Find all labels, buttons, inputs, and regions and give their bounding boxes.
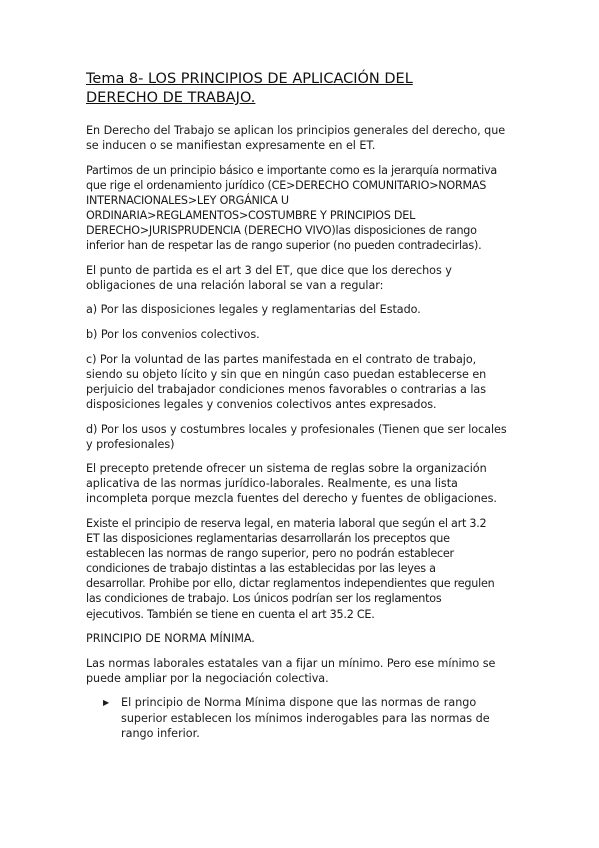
text-line: b) Por los convenios colectivos. — [86, 328, 260, 342]
text-line: ejecutivos. También se tiene en cuenta el art 35.2 CE. — [86, 607, 375, 621]
page-title — [86, 70, 516, 108]
bullet-arrow-icon: ▶ — [103, 698, 110, 708]
text-line: Las normas laborales estatales van a fijar un mínimo. Pero ese mínimo se — [86, 656, 496, 670]
text-line: PRINCIPIO DE NORMA MÍNIMA. — [86, 632, 255, 646]
text-line: y profesionales) — [86, 437, 175, 451]
paragraph-normas-laborales — [86, 656, 516, 686]
text-line: ORDINARIA>REGLAMENTOS>COSTUMBRE Y PRINCIPIOS DEL — [86, 208, 416, 222]
text-line: establecen las normas de rango superior, pero no podrán establecer — [86, 547, 454, 561]
text-line: perjuicio del trabajador condiciones menos favorables o contrarias a las — [86, 382, 486, 396]
bullet-list — [86, 695, 516, 740]
text-line: que rige el ordenamiento jurídico (CE>DERECHO COMUNITARIO>NORMAS — [86, 178, 487, 192]
title-line: DERECHO DE TRABAJO. — [86, 90, 256, 106]
text-line: superior establecen los mínimos inderogables para las normas de — [121, 711, 490, 725]
text-line: El punto de partida es el art 3 del ET, que dice que los derechos y — [86, 263, 452, 277]
title-line: Tema 8- LOS PRINCIPIOS DE APLICACIÓN DEL — [86, 71, 413, 87]
text-line: siendo su objeto lícito y sin que en ningún caso puedan establecerse en — [86, 367, 487, 381]
text-line: se inducen o se manifiestan expresamente en el ET. — [86, 139, 376, 153]
text-line: a) Por las disposiciones legales y reglamentarias del Estado. — [86, 303, 421, 317]
text-line: condiciones de trabajo distintas a las establecidas por las leyes a — [86, 562, 436, 576]
text-line: las condiciones de trabajo. Los únicos podrían ser los reglamentos — [86, 592, 442, 606]
paragraph-reserva-legal — [86, 516, 516, 622]
paragraph-jerarquia — [86, 163, 516, 254]
text-line: incompleta porque mezcla fuentes del derecho y fuentes de obligaciones. — [86, 492, 497, 506]
text-line: obligaciones de una relación laboral se van a regular: — [86, 278, 384, 292]
text-line: El principio de Norma Mínima dispone que las normas de rango — [121, 696, 477, 710]
text-line: d) Por los usos y costumbres locales y profesionales (Tienen que ser locales — [86, 422, 507, 436]
paragraph-item-b — [86, 327, 516, 342]
text-line: ET las disposiciones reglamentarias desarrollarán los preceptos que — [86, 532, 450, 546]
text-line: puede ampliar por la negociación colectiva. — [86, 671, 329, 685]
paragraph-item-d — [86, 422, 516, 452]
document-page — [86, 70, 516, 741]
text-line: aplicativa de las normas jurídico-laborales. Realmente, es una lista — [86, 477, 458, 491]
text-line: disposiciones legales y convenios colectivos antes expresados. — [86, 397, 437, 411]
section-heading-norma-minima — [86, 631, 516, 646]
paragraph-item-a — [86, 302, 516, 317]
text-line: INTERNACIONALES>LEY ORGÁNICA U — [86, 193, 289, 207]
text-line: Existe el principio de reserva legal, en materia laboral que según el art 3.2 — [86, 516, 487, 530]
text-line: Partimos de un principio básico e importante como es la jerarquía normativa — [86, 163, 497, 177]
paragraph-intro — [86, 123, 516, 153]
text-line: DERECHO>JURISPRUDENCIA (DERECHO VIVO)las disposiciones de rango — [86, 224, 477, 238]
text-line: desarrollar. Prohibe por ello, dictar reglamentos independientes que regulen — [86, 577, 495, 591]
paragraph-art3 — [86, 263, 516, 293]
list-item — [86, 695, 516, 740]
text-line: El precepto pretende ofrecer un sistema de reglas sobre la organización — [86, 462, 487, 476]
paragraph-precepto — [86, 461, 516, 506]
text-line: inferior han de respetar las de rango superior (no pueden contradecirlas). — [86, 239, 482, 253]
text-line: En Derecho del Trabajo se aplican los principios generales del derecho, que — [86, 124, 506, 137]
paragraph-item-c — [86, 352, 516, 412]
text-line: rango inferior. — [121, 726, 200, 740]
text-line: c) Por la voluntad de las partes manifestada en el contrato de trabajo, — [86, 352, 477, 366]
